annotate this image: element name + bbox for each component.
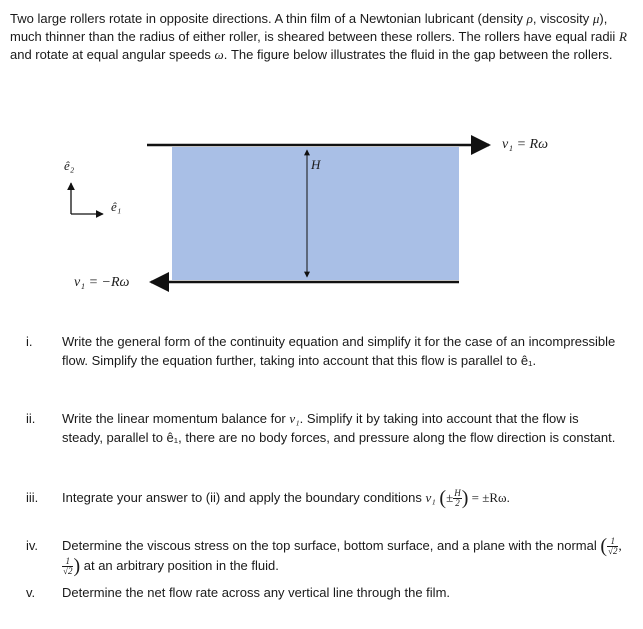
question-text: Integrate your answer to (ii) and apply the boundary conditions v₁ (± $\frac{H}{2}$ ) = ±Rω. xyxy=(62,487,510,510)
question-text: Determine the net flow rate across any vertical line through the film. xyxy=(62,585,451,600)
normal-component-2: $\frac{1}{√2}$ xyxy=(63,556,73,577)
question-number: i. xyxy=(26,334,33,349)
radius-symbol: R xyxy=(618,29,627,44)
problem-intro: Two large rollers rotate in opposite directions. A thin film of a Newtonian lubricant (density ρ, viscosity μ), much thinner than the radius of either roller, is sheared between these rollers. The rollers have equal radii R and rotate at equal angular speeds ω. The figure below illustrates the fluid in the gap between the rollers. xyxy=(10,11,627,62)
question-text: Write the general form of the continuity equation and simplify it for the case of an incompressible flow. Simplify the equation further, taking into account that this flow is parallel to ê₁. xyxy=(62,334,616,368)
bottom-velocity-label: v₁ = −Rω xyxy=(74,275,130,290)
question-text: Write the linear momentum balance for v₁. Simplify it by taking into account that the flow is steady, parallel to ê₁, there are no body forces, and pressure along the flow direction is constant. xyxy=(62,411,616,445)
question-number: ii. xyxy=(26,411,36,426)
question-number: iii. xyxy=(26,490,39,505)
top-velocity-label: v₁ = Rω xyxy=(502,137,548,152)
e1-axis-label: ê₁ xyxy=(111,199,122,214)
mu-symbol: μ xyxy=(592,11,600,26)
normal-component-1: $\frac{1}{√2}$ xyxy=(608,536,618,557)
question-number: v. xyxy=(26,585,36,600)
gap-height-label: H xyxy=(311,157,321,172)
fraction-h-over-2: $\frac{H}{2}$ xyxy=(454,488,461,509)
omega-symbol: ω xyxy=(214,47,224,62)
e2-axis-label: ê₂ xyxy=(64,158,75,173)
question-number: iv. xyxy=(26,538,39,553)
rho-symbol: ρ xyxy=(526,11,533,26)
question-text: Determine the viscous stress on the top surface, bottom surface, and a plane with the normal ( $\frac{1}{√2}$ , $\frac{1}{√2}$ ) at an arbitrary position in the fluid. xyxy=(62,535,622,578)
